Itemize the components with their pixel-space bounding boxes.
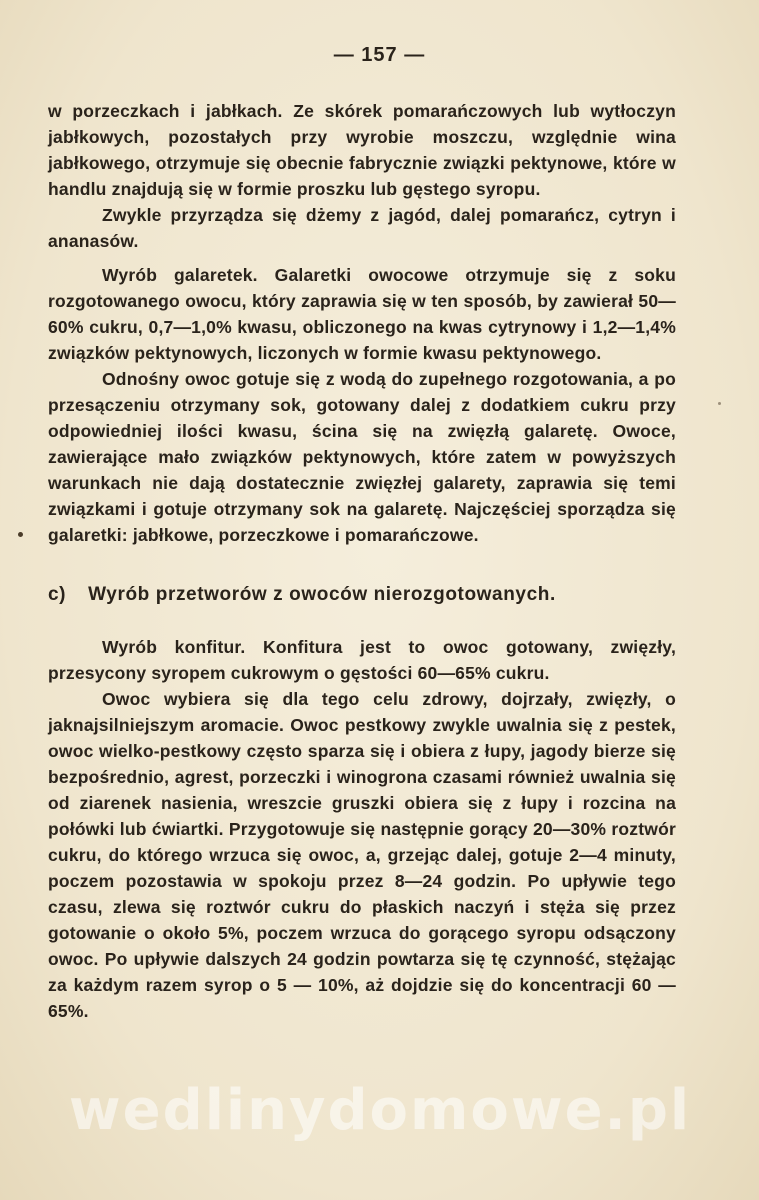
paragraph-lead: Wyrób galaretek. — [102, 265, 258, 285]
paragraph-2: Zwykle przyrządza się dżemy z jagód, dalej pomarańcz, cytryn i ananasów. — [48, 205, 676, 251]
section-label: c) — [48, 584, 67, 605]
paper-spot — [18, 532, 23, 537]
paragraph-lead: Wyrób konfitur. — [102, 637, 246, 657]
paragraph-6: Owoc wybiera się dla tego celu zdrowy, dojrzały, zwięzły, o jaknajsilniejszym aromacie. Owoc pestkowy zwykle uwalnia się z pestek, owoc wielko-pestkowy często sparza się i obiera z łupy, jagody bierze się bezpośrednio, agrest, porzeczki i winogrona czasami również uwalnia się od ziarenek nasienia, wreszcie gruszki obiera się z łupy i rozcina na połówki lub ćwiartki. Przygotowuje się następnie gorący 20—30% roztwór cukru, do którego wrzuca się owoc, a, grzejąc dalej, gotuje 2—4 minuty, poczem pozostawia w spokoju przez 8—24 godzin. Po upływie tego czasu, zlewa się roztwór cukru do płaskich naczyń i stęża się przez gotowanie o około 5%, poczem wrzuca do gorącego syropu odsączony owoc. Po upływie dalszych 24 godzin powtarza się tę czynność, stężając za każdym razem syrop o 5 — 10%, aż dojdzie się do koncentracji 60 — 65%. — [48, 689, 676, 1021]
page-number: — 157 — — [333, 44, 426, 66]
paragraph-galaretki: Wyrób galaretek. Galaretki owocowe otrzymuje się z soku rozgotowanego owocu, który zaprawia się w ten sposób, by zawierał 50—60% cukru, 0,7—1,0% kwasu, obliczonego na kwas cytrynowy i 1,2—1,4% związków pektynowych, liczonych w formie kwasu pektynowego. — [48, 265, 676, 363]
section-heading — [48, 582, 676, 608]
paragraph-4: Odnośny owoc gotuje się z wodą do zupełnego rozgotowania, a po przesączeniu otrzymany sok, gotowany dalej z dodatkiem cukru przy odpowiedniej ilości kwasu, ścina się na zwięzłą galaretę. Owoce, zawierające mało związków pektynowych, które zatem w powyższych warunkach nie dają dostatecznie zwięzłej galarety, zaprawia się temi związkami i gotuje otrzymany sok na galaretę. Najczęściej sporządza się galaretki: jabłkowe, porzeczkowe i pomarańczowe. — [48, 369, 676, 545]
paragraph-konfitury: Wyrób konfitur. Konfitura jest to owoc gotowany, zwięzły, przesycony syropem cukrowym o gęstości 60—65% cukru. — [48, 637, 677, 683]
page-body — [48, 98, 676, 1024]
paragraph-1: w porzeczkach i jabłkach. Ze skórek pomarańczowych lub wytłoczyn jabłkowych, pozostałych przy wyrobie moszczu, względnie wina jabłkowego, otrzymuje się obecnie fabrycznie związki pektynowe, które w handlu znajdują się w formie proszku lub gęstego syropu. — [48, 101, 676, 199]
section-title: Wyrób przetworów z owoców nierozgotowanych. — [88, 584, 556, 605]
watermark: wedlinydomowe.pl — [68, 1078, 692, 1143]
paper-spot — [718, 402, 721, 405]
